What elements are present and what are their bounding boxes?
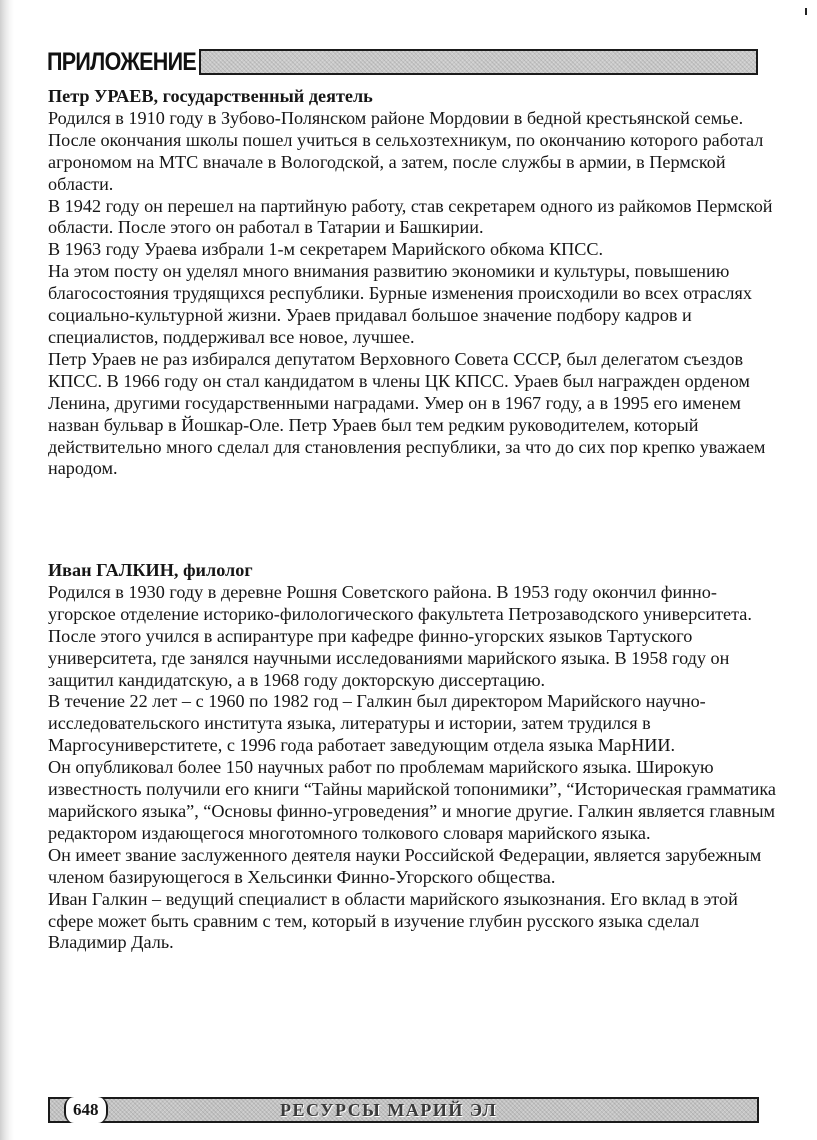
scan-mark [805,8,807,15]
header-decorative-bar [199,49,758,75]
paragraph: В 1942 году он перешел на партийную работу, став секретарем одного из райкомов Пермской области. После этого он работал в Татарии и Башкирии. [48,195,773,238]
paragraph: Он имеет звание заслуженного деятеля науки Российской Федерации, является зарубежным членом базирующегося в Хельсинки Финно-Угорского общества. [48,844,762,887]
scan-shadow-edge [0,0,14,1140]
paragraph: Родился в 1910 году в Зубово-Полянском районе Мордовии в бедной крестьянской семье. После окончания школы пошел учиться в сельхозтехникум, по окончанию которого работал агрономом на МТС вначале в Вологодской, а затем, после службы в армии, в Пермской области. [48,107,764,194]
biography-uraev [48,86,778,480]
paragraph: В 1963 году Ураева избрали 1-м секретарем Марийского обкома КПСС. [48,239,604,260]
section-heading: Петр УРАЕВ, государственный деятель [48,86,373,106]
page-title: ПРИЛОЖЕНИЕ [47,47,196,76]
paragraph: Петр Ураев не раз избирался депутатом Верховного Совета СССР, был делегатом съездов КПСС. В 1966 году он стал кандидатом в члены ЦК КПСС. Ураев был награжден орденом Ленина, другими государственными наградами. Умер он в 1967 году, а в 1995 его именем назван бульвар в Йошкар-Оле. Петр Ураев был тем редким руководителем, который действительно много сделал для становления республики, за что до сих пор крепко уважаем народом. [48,348,766,479]
paragraph: Он опубликовал более 150 научных работ по проблемам марийского языка. Широкую известность получили его книги “Тайны марийской топонимики”, “Историческая грамматика марийского языка”, “Основы финно-угроведения” и многие другие. Галкин является главным редактором издающегося многотомного толкового словаря марийского языка. [48,757,776,843]
page-number: 648 [64,1097,108,1123]
biography-galkin [48,560,778,954]
paragraph: На этом посту он уделял много внимания развитию экономики и культуры, повышению благосостояния трудящихся республики. Бурные изменения происходили во всех отраслях социально-культурной жизни. Ураев придавал большое значение подбору кадров и специалистов, поддерживал все новое, лучшее. [48,261,752,347]
page-footer [48,1097,759,1123]
footer-title: РЕСУРСЫ МАРИЙ ЭЛ [280,1100,498,1120]
section-heading: Иван ГАЛКИН, филолог [48,560,253,580]
page-header [47,45,758,79]
paragraph: Иван Галкин – ведущий специалист в области марийского языкознания. Его вклад в этой сфере может быть сравним с тем, который в изучение глубин русского языка сделал Владимир Даль. [48,888,738,953]
paragraph: В течение 22 лет – с 1960 по 1982 год – Галкин был директором Марийского научно-исследовательского института языка, литературы и истории, затем трудился в Маргосуниверститете, с 1996 года работает заведующим отдела языка МарНИИ. [48,691,706,756]
paragraph: Родился в 1930 году в деревне Рошня Советского района. В 1953 году окончил финно-угорское отделение историко-филологического факультета Петрозаводского университета. После этого учился в аспирантуре при кафедре финно-угорских языков Тартуского университета, где занялся научными исследованиями марийского языка. В 1958 году он защитил кандидатскую, а в 1968 году докторскую диссертацию. [48,581,752,690]
